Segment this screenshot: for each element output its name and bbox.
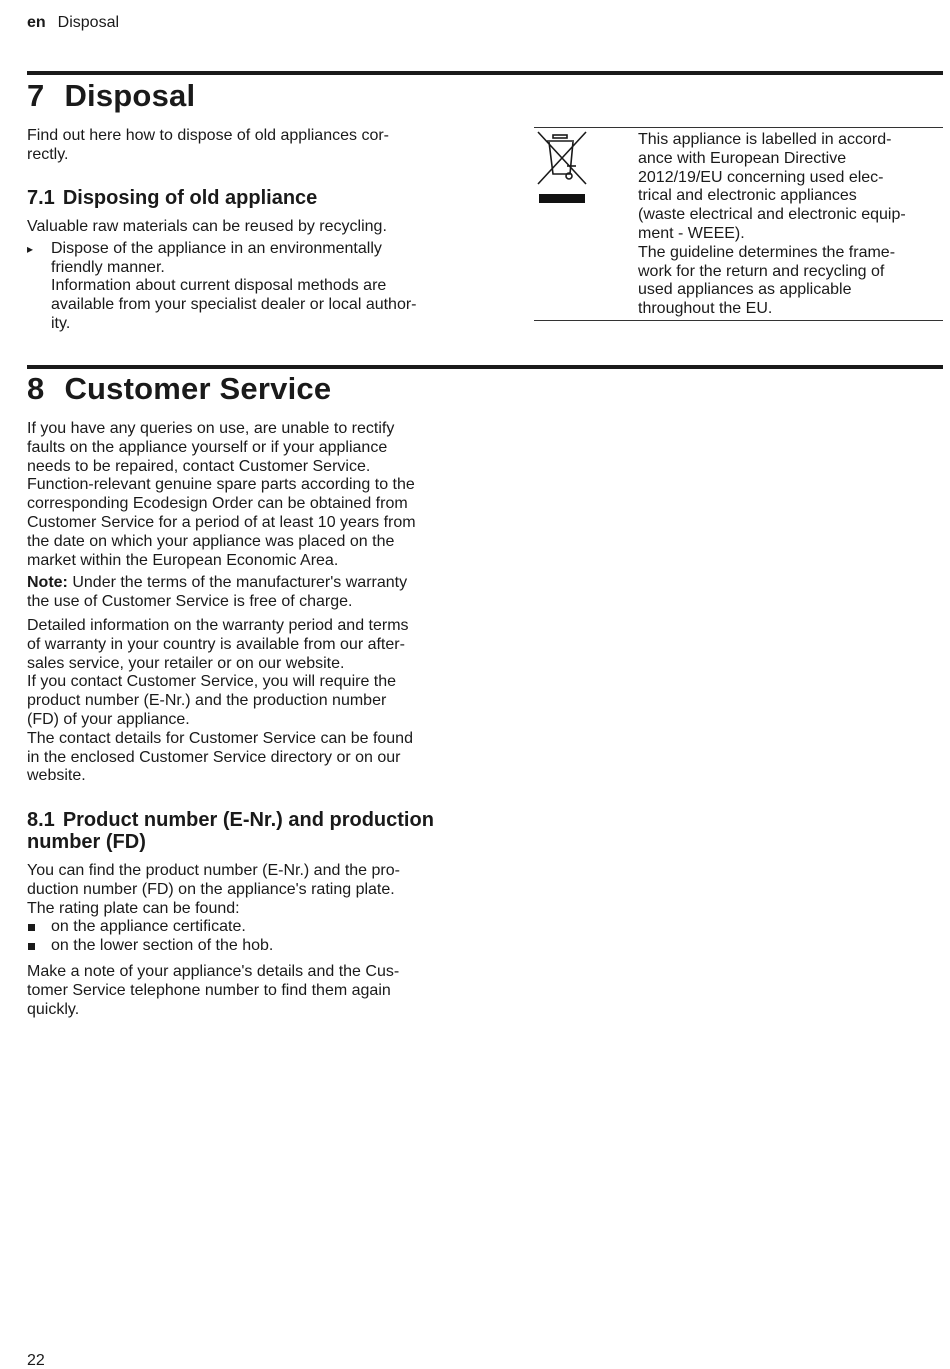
paragraph-line: faults on the appliance yourself or if your appliance [27,438,388,456]
note-details-paragraph [27,963,467,1019]
section-7-1-body [27,218,467,334]
page-header [27,13,119,33]
customer-service-paragraph [27,420,467,570]
weee-line: ment - WEEE). [638,224,745,242]
section-8-1-title-line: number (FD) [27,831,146,853]
paragraph-line: in the enclosed Customer Service directory or on our [27,748,401,766]
weee-line: (waste electrical and electronic equip- [638,206,906,224]
paragraph-line: website. [27,767,86,785]
disposal-instructions [27,240,467,334]
section-8-number: 8 [27,371,45,406]
section-7-number: 7 [27,78,45,113]
paragraph-line: duction number (FD) on the appliance's rating plate. [27,880,395,898]
section-8-title: Customer Service [64,371,332,406]
weee-line: This appliance is labelled in accord- [638,131,892,148]
paragraph-line: of warranty in your country is available from our after- [27,635,405,653]
section-7-intro [27,127,467,165]
paragraph-line: (FD) of your appliance. [27,710,190,728]
section-8-1-title-line: Product number (E-Nr.) and production [62,809,434,831]
section-7-heading [27,78,195,114]
paragraph-line: If you contact Customer Service, you will require the [27,673,397,691]
instruction-line: friendly manner. [51,258,165,276]
recycling-line: Valuable raw materials can be reused by recycling. [27,218,387,235]
paragraph-line: If you have any queries on use, are unable to rectify [27,420,395,437]
paragraph-line: the date on which your appliance was placed on the [27,532,395,550]
section-8-1-body [27,862,467,1019]
weee-notice [534,127,943,321]
weee-line: throughout the EU. [638,300,773,318]
paragraph-line: sales service, your retailer or on our website. [27,654,345,672]
crossed-out-wheelie-bin-icon [536,130,590,206]
paragraph-line: Customer Service for a period of at least 10 years from [27,513,416,531]
note-line: the use of Customer Service is free of charge. [27,593,353,611]
weee-text [638,131,943,319]
intro-line: Find out here how to dispose of old appliances cor- [27,127,389,144]
intro-line: rectly. [27,145,69,163]
weee-line: work for the return and recycling of [638,262,885,280]
paragraph-line: Detailed information on the warranty period and terms [27,616,409,634]
paragraph-line: Function-relevant genuine spare parts according to the [27,476,415,494]
note-label: Note: [27,574,68,592]
section-7-1-heading [27,187,467,209]
paragraph-line: Make a note of your appliance's details and the Cus- [27,962,400,980]
list-item: on the appliance certificate. [27,918,467,937]
paragraph-line: market within the European Economic Area. [27,551,339,569]
weee-line: used appliances as applicable [638,281,852,299]
rating-plate-locations [27,918,467,956]
list-item: on the lower section of the hob. [27,937,467,956]
weee-line: The guideline determines the frame- [638,243,896,261]
instruction-line: ▸ Dispose of the appliance in an environmentally [51,239,382,257]
warranty-note [27,574,467,612]
rating-plate-paragraph [27,862,467,918]
paragraph-line: corresponding Ecodesign Order can be obtained from [27,495,408,513]
note-line [27,574,467,593]
warranty-details-paragraph [27,617,467,786]
section-7-divider [27,71,943,75]
instruction-line: Information about current disposal methods are [51,277,387,295]
instruction-line: ity. [51,314,71,332]
weee-line: 2012/19/EU concerning used elec- [638,168,884,186]
paragraph-line: quickly. [27,1000,80,1018]
section-7-1-number: 7.1 [27,187,55,209]
section-8-1-heading [27,809,467,853]
section-8-body [27,420,467,786]
note-text: Under the terms of the manufacturer's warranty [67,574,408,592]
instruction-line: available from your specialist dealer or local author- [51,296,417,314]
language-code: en [27,14,46,31]
paragraph-line: tomer Service telephone number to find them again [27,981,391,999]
paragraph-line: The contact details for Customer Service can be found [27,729,413,747]
paragraph-line: needs to be repaired, contact Customer Service. [27,457,371,475]
section-7-1-title: Disposing of old appliance [62,187,318,209]
paragraph-line: You can find the product number (E-Nr.) and the pro- [27,862,400,879]
section-8-heading [27,371,331,407]
page-number: 22 [27,1352,45,1369]
paragraph-line: product number (E-Nr.) and the production number [27,692,387,710]
section-7-title: Disposal [64,78,196,113]
section-8-1-number: 8.1 [27,809,55,831]
weee-line: ance with European Directive [638,149,847,167]
list-item [27,240,467,334]
section-8-divider [27,365,943,369]
weee-line: trical and electronic appliances [638,187,857,205]
header-section-title: Disposal [57,14,120,31]
paragraph-line: The rating plate can be found: [27,899,240,917]
